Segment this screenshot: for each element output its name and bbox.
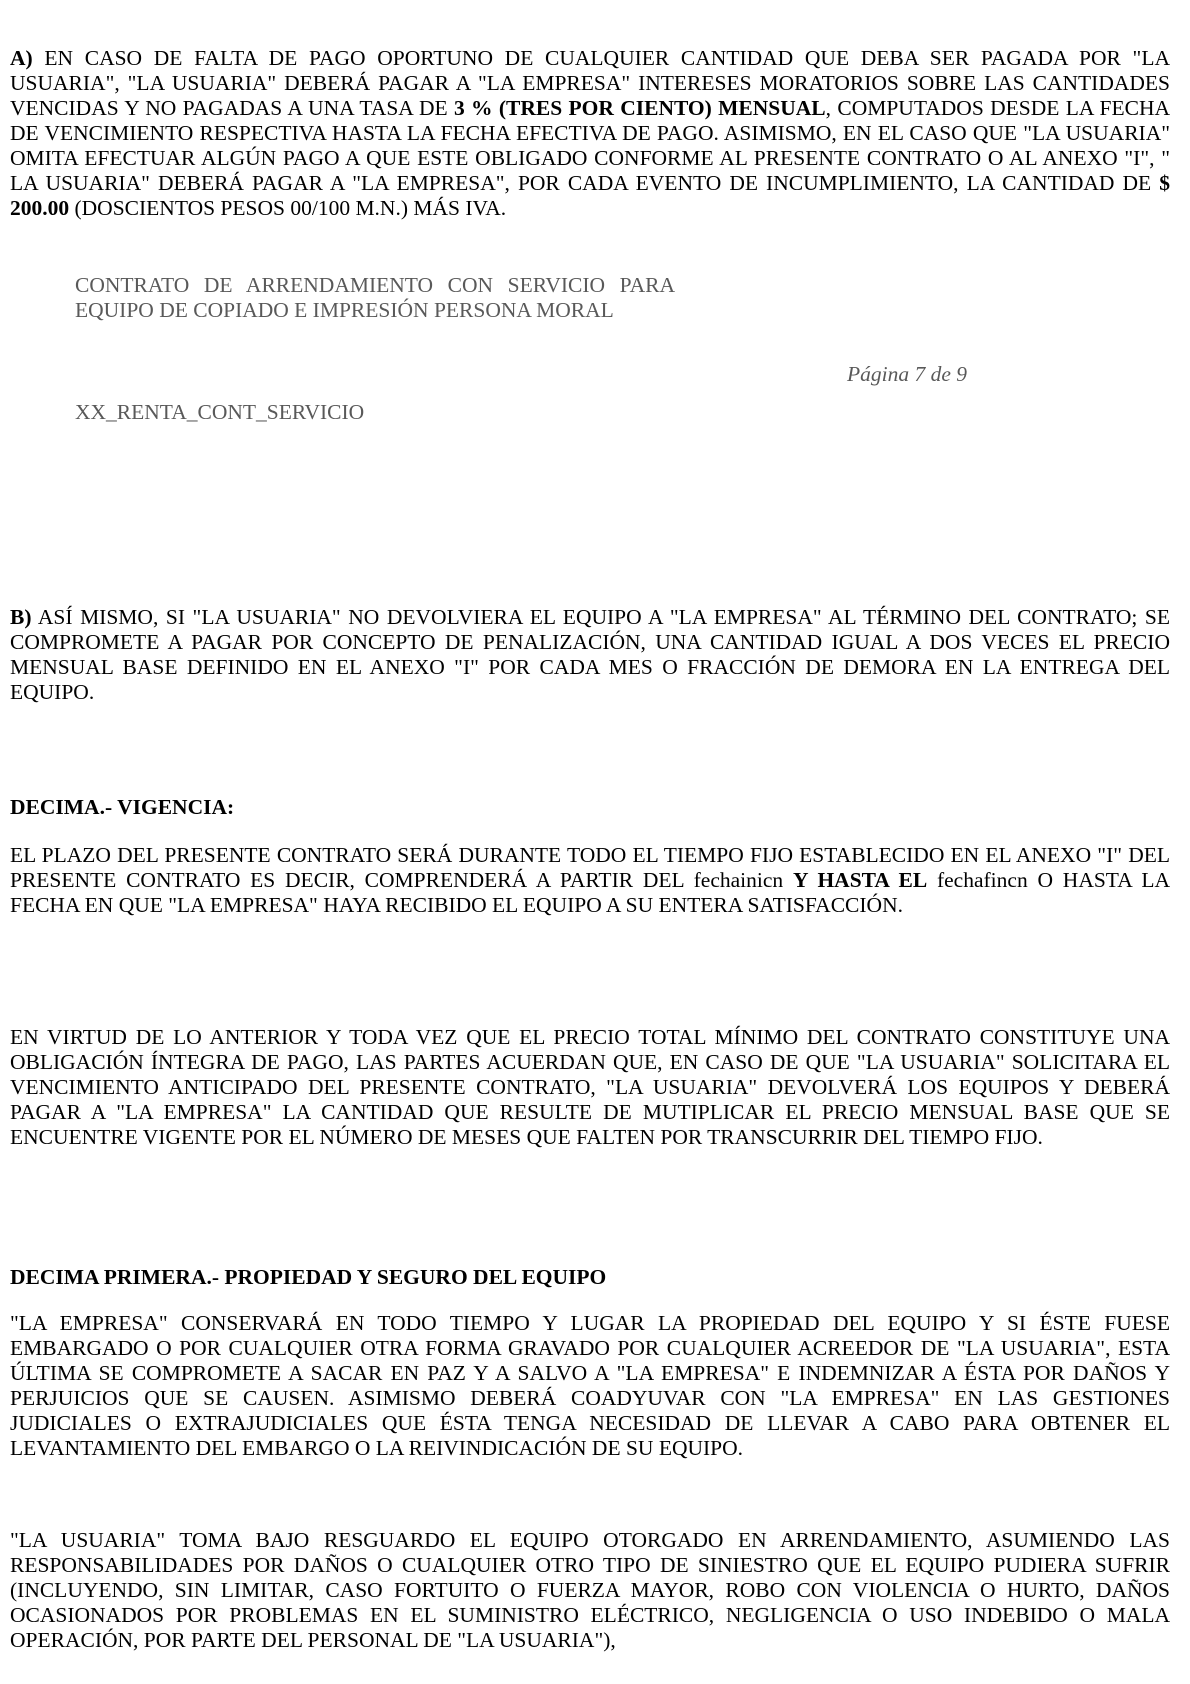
document-code: XX_RENTA_CONT_SERVICIO <box>75 400 365 424</box>
heading-decima-primera: DECIMA PRIMERA.- PROPIEDAD Y SEGURO DEL EQUIPO <box>10 1265 607 1289</box>
clause-b-label: B) <box>10 605 32 629</box>
clause-a-label: A) <box>10 46 33 70</box>
paragraph-virtud: EN VIRTUD DE LO ANTERIOR Y TODA VEZ QUE EL PRECIO TOTAL MÍNIMO DEL CONTRATO CONSTITUYE UNA OBLIGACIÓN ÍNTEGRA DE PAGO, LAS PARTES ACUERDAN QUE, EN CASO DE QUE "LA USUARIA" SOLICITARA EL VENCIMIENTO ANTICIPADO DEL PRESENTE CONTRATO, "LA USUARIA" DEVOLVERÁ LOS EQUIPOS Y DEBERÁ PAGAR A "LA EMPRESA" LA CANTIDAD QUE RESULTE DE MUTIPLICAR EL PRECIO MENSUAL BASE QUE SE ENCUENTRE VIGENTE POR EL NÚMERO DE MESES QUE FALTEN POR TRANSCURRIR DEL TIEMPO FIJO. <box>10 1025 1170 1149</box>
paragraph-resguardo: "LA USUARIA" TOMA BAJO RESGUARDO EL EQUIPO OTORGADO EN ARRENDAMIENTO, ASUMIENDO LAS RESPONSABILIDADES POR DAÑOS O CUALQUIER OTRO TIPO DE SINIESTRO QUE EL EQUIPO PUDIERA SUFRIR (INCLUYENDO, SIN LIMITAR, CASO FORTUITO O FUERZA MAYOR, ROBO CON VIOLENCIA O HURTO, DAÑOS OCASIONADOS POR PROBLEMAS EN EL SUMINISTRO ELÉCTRICO, NEGLIGENCIA O USO INDEBIDO O MALA OPERACIÓN, POR PARTE DEL PERSONAL DE "LA USUARIA"), <box>10 1528 1170 1652</box>
paragraph-clause-b: B) ASÍ MISMO, SI "LA USUARIA" NO DEVOLVIERA EL EQUIPO A "LA EMPRESA" AL TÉRMINO DEL CONTRATO; SE COMPROMETE A PAGAR POR CONCEPTO DE PENALIZACIÓN, UNA CANTIDAD IGUAL A DOS VECES EL PRECIO MENSUAL BASE DEFINIDO EN EL ANEXO "I" POR CADA MES O FRACCIÓN DE DEMORA EN LA ENTREGA DEL EQUIPO. <box>10 605 1170 704</box>
penalty-amount-value: $ 200.00 <box>10 171 1170 220</box>
y-hasta-el-bold: Y HASTA EL <box>792 868 928 892</box>
interest-rate-value: 3 % (TRES POR CIENTO) MENSUAL <box>453 96 826 120</box>
page-number-label: Página 7 de 9 <box>847 362 968 386</box>
document-header-title: CONTRATO DE ARRENDAMIENTO CON SERVICIO PARA EQUIPO DE COPIADO E IMPRESIÓN PERSONA MORAL <box>75 273 675 322</box>
heading-decima-vigencia: DECIMA.- VIGENCIA: <box>10 795 235 819</box>
paragraph-clause-a: A) EN CASO DE FALTA DE PAGO OPORTUNO DE CUALQUIER CANTIDAD QUE DEBA SER PAGADA POR "LA USUARIA", "LA USUARIA" DEBERÁ PAGAR A "LA EMPRESA" INTERESES MORATORIOS SOBRE LAS CANTIDADES VENCIDAS Y NO PAGADAS A UNA TASA DE 3 % (TRES POR CIENTO) MENSUAL, COMPUTADOS DESDE LA FECHA DE VENCIMIENTO RESPECTIVA HASTA LA FECHA EFECTIVA DE PAGO. ASIMISMO, EN EL CASO QUE "LA USUARIA" OMITA EFECTUAR ALGÚN PAGO A QUE ESTE OBLIGADO CONFORME AL PRESENTE CONTRATO O AL ANEXO "I", " LA USUARIA" DEBERÁ PAGAR A "LA EMPRESA", POR CADA EVENTO DE INCUMPLIMIENTO, LA CANTIDAD DE $ 200.00 (DOSCIENTOS PESOS 00/100 M.N.) MÁS IVA. <box>10 46 1170 220</box>
paragraph-plazo: EL PLAZO DEL PRESENTE CONTRATO SERÁ DURANTE TODO EL TIEMPO FIJO ESTABLECIDO EN EL ANEXO "I" DEL PRESENTE CONTRATO ES DECIR, COMPRENDERÁ A PARTIR DEL fechainicn Y HASTA EL fechafincn O HASTA LA FECHA EN QUE "LA EMPRESA" HAYA RECIBIDO EL EQUIPO A SU ENTERA SATISFACCIÓN. <box>10 843 1170 917</box>
paragraph-propiedad: "LA EMPRESA" CONSERVARÁ EN TODO TIEMPO Y LUGAR LA PROPIEDAD DEL EQUIPO Y SI ÉSTE FUESE EMBARGADO O POR CUALQUIER OTRA FORMA GRAVADO POR CUALQUIER ACREEDOR DE "LA USUARIA", ESTA ÚLTIMA SE COMPROMETE A SACAR EN PAZ Y A SALVO A "LA EMPRESA" E INDEMNIZAR A ÉSTA POR DAÑOS Y PERJUICIOS QUE SE CAUSEN. ASIMISMO DEBERÁ COADYUVAR CON "LA EMPRESA" EN LAS GESTIONES JUDICIALES O EXTRAJUDICIALES QUE ÉSTA TENGA NECESIDAD DE LLEVAR A CABO PARA OBTENER EL LEVANTAMIENTO DEL EMBARGO O LA REIVINDICACIÓN DE SU EQUIPO. <box>10 1311 1170 1460</box>
